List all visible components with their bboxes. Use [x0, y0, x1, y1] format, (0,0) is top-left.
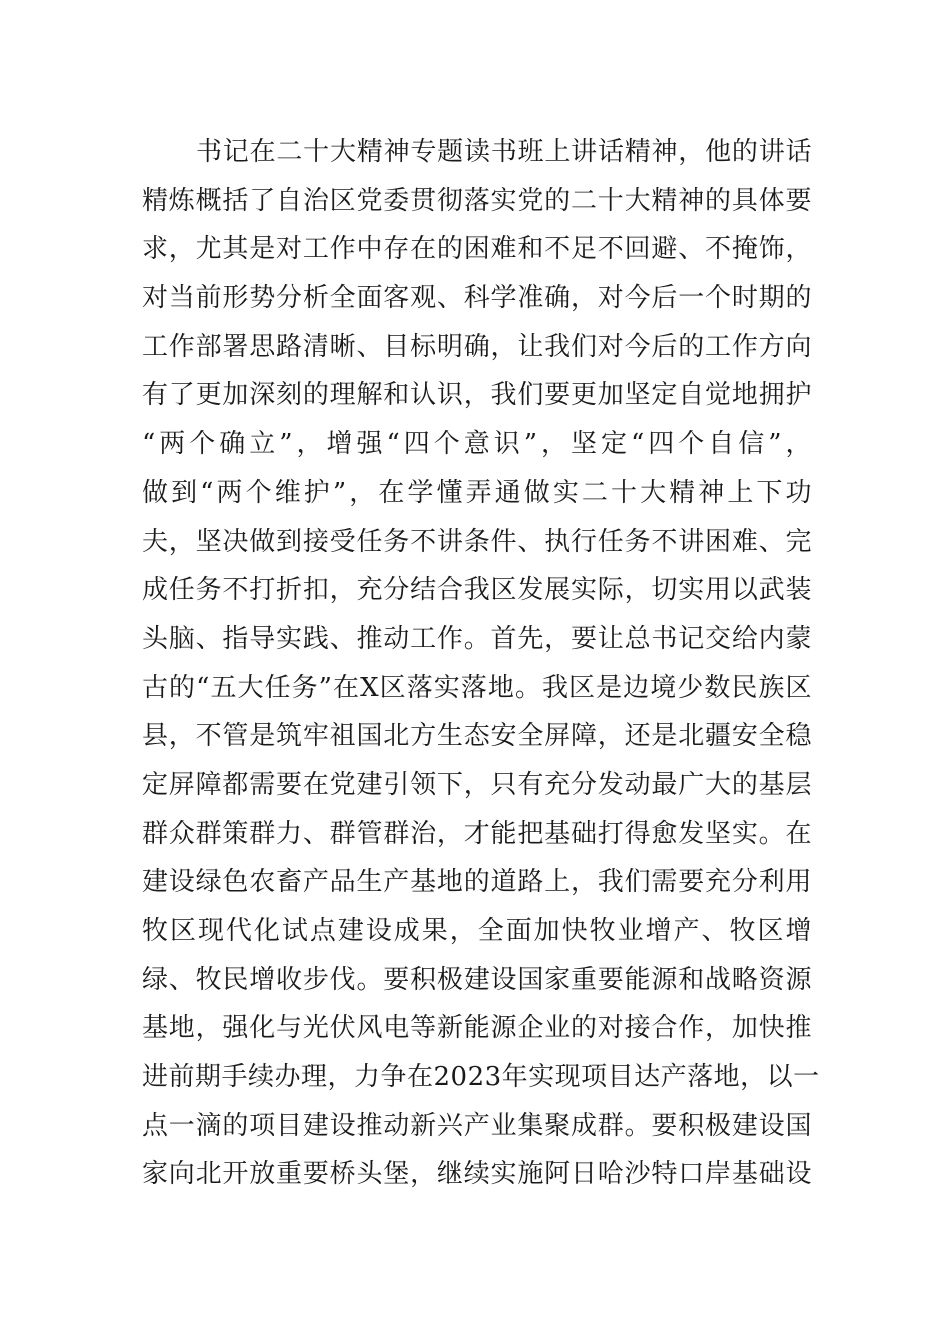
paragraph-line: 基地，强化与光伏风电等新能源企业的对接合作，加快推	[142, 1013, 812, 1044]
paragraph-line: 进前期手续办理，力争在2023年实现项目达产落地，以一	[142, 1062, 820, 1093]
paragraph-line: 家向北开放重要桥头堡，继续实施阿日哈沙特口岸基础设	[142, 1159, 812, 1190]
paragraph-line: 夫，坚决做到接受任务不讲条件、执行任务不讲困难、完	[142, 526, 812, 557]
paragraph-line: 牧区现代化试点建设成果，全面加快牧业增产、牧区增	[142, 916, 812, 946]
paragraph-line: 群众群策群力、群管群治，才能把基础打得愈发坚实。在	[142, 818, 812, 849]
paragraph-line: 成任务不打折扣，充分结合我区发展实际，切实用以武装	[142, 575, 812, 606]
paragraph-line: 定屏障都需要在党建引领下，只有充分发动最广大的基层	[142, 769, 812, 800]
paragraph-line: 工作部署思路清晰、目标明确，让我们对今后的工作方向	[142, 331, 812, 362]
paragraph-line: 绿、牧民增收步伐。要积极建设国家重要能源和战略资源	[142, 964, 812, 995]
paragraph-line: 有了更加深刻的理解和认识，我们要更加坚定自觉地拥护	[142, 380, 812, 411]
paragraph-line: 点一滴的项目建设推动新兴产业集聚成群。要积极建设国	[142, 1110, 812, 1141]
paragraph-line: 书记在二十大精神专题读书班上讲话精神，他的讲话	[196, 137, 812, 167]
body-paragraph	[142, 128, 820, 1199]
paragraph-line: 求，尤其是对工作中存在的困难和不足不回避、不掩饰，	[142, 234, 812, 265]
paragraph-line: 古的“五大任务”在X区落实落地。我区是边境少数民族区	[142, 672, 812, 703]
paragraph-line: 头脑、指导实践、推动工作。首先，要让总书记交给内蒙	[142, 623, 812, 654]
paragraph-line: 建设绿色农畜产品生产基地的道路上，我们需要充分利用	[142, 867, 812, 898]
paragraph-line: 对当前形势分析全面客观、科学准确，对今后一个时期的	[142, 283, 812, 314]
paragraph-line: 县，不管是筑牢祖国北方生态安全屏障，还是北疆安全稳	[142, 721, 812, 752]
paragraph-line: 精炼概括了自治区党委贯彻落实党的二十大精神的具体要	[142, 185, 812, 216]
paragraph-line: 做到“两个维护”，在学懂弄通做实二十大精神上下功	[142, 477, 812, 508]
paragraph-line: “两个确立”，增强“四个意识”，坚定“四个自信”，	[142, 429, 812, 460]
